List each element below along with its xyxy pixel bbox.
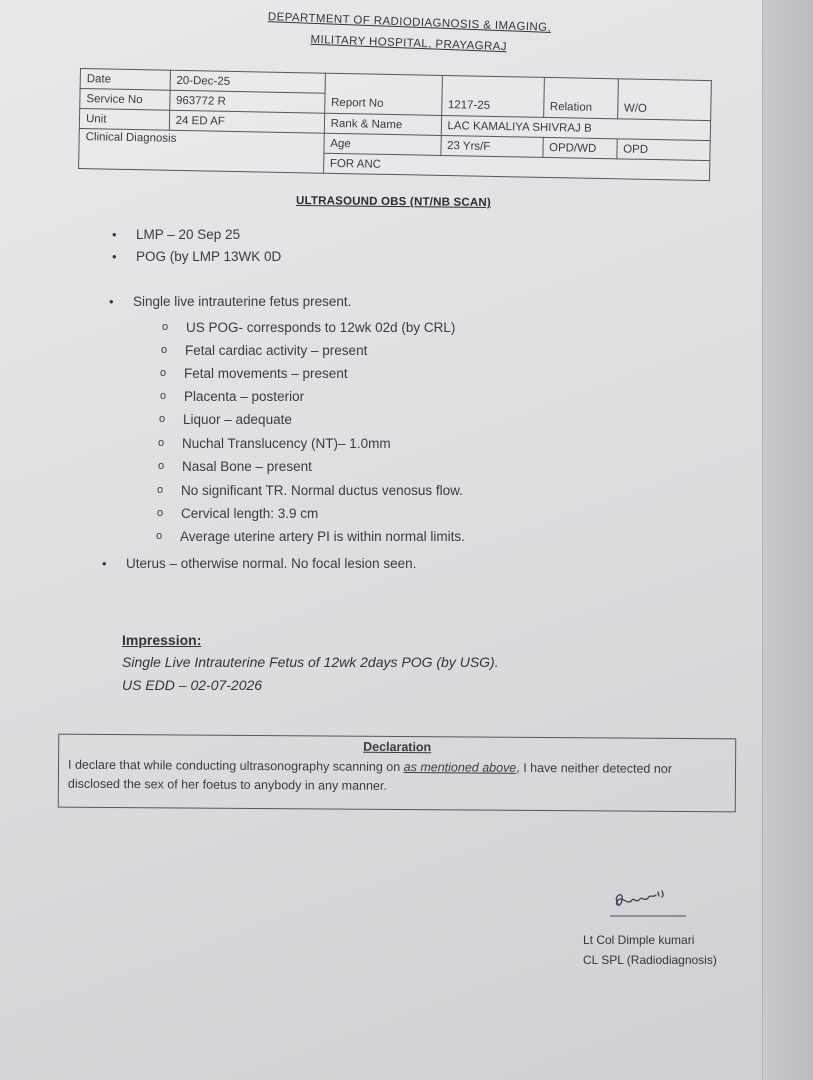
list-item: o No significant TR. Normal ductus venosus flow. <box>157 483 463 498</box>
impression-text: Single Live Intrauterine Fetus of 12wk 2days POG (by USG). <box>122 654 499 670</box>
circle-bullet-icon: o <box>157 507 164 519</box>
impression-heading: Impression: <box>122 632 202 648</box>
hospital-name: MILITARY HOSPITAL, PRAYAGRAJ <box>310 33 508 54</box>
bullet-icon: • <box>109 294 114 309</box>
blank-cell <box>618 79 712 101</box>
list-item: o Fetal cardiac activity – present <box>161 343 368 358</box>
circle-bullet-icon: o <box>157 484 164 496</box>
list-item: • Single live intrauterine fetus present. <box>109 294 352 309</box>
list-item: • Uterus – otherwise normal. No focal lesion seen. <box>102 556 417 571</box>
blank-cell <box>325 73 442 95</box>
rank-name-label: Rank & Name <box>324 113 441 135</box>
blank-cell <box>544 77 618 98</box>
signer-name: Lt Col Dimple kumari <box>583 933 695 947</box>
signer-title: CL SPL (Radiodiagnosis) <box>583 953 717 967</box>
rank-name-value: LAC KAMALIYA SHIVRAJ B <box>441 115 711 140</box>
circle-bullet-icon: o <box>156 530 163 542</box>
circle-bullet-icon: o <box>158 437 165 449</box>
list-item: o Fetal movements – present <box>160 366 348 381</box>
circle-bullet-icon: o <box>159 413 166 425</box>
service-no-value: 963772 R <box>169 90 324 113</box>
list-item: o US POG- corresponds to 12wk 02d (by CRL) <box>162 320 456 335</box>
department-name: DEPARTMENT OF RADIODIAGNOSIS & IMAGING, <box>267 11 552 34</box>
age-value: 23 Yrs/F <box>440 135 542 157</box>
bullet-icon: • <box>112 249 117 264</box>
list-item: o Placenta – posterior <box>160 389 305 404</box>
paper-fold-edge <box>762 0 813 1080</box>
clinical-diagnosis-label: Clinical Diagnosis <box>79 128 324 173</box>
declaration-text: I declare that while conducting ultrasonography scanning on as mentioned above, I have neither detected nor disclosed the sex of her foetus to anybody in any manner. <box>67 757 673 793</box>
opd-wd-label: OPD/WD <box>542 137 616 158</box>
circle-bullet-icon: o <box>161 344 168 356</box>
opd-wd-value: OPD <box>616 139 710 161</box>
blank-cell <box>442 75 544 97</box>
signer-block <box>583 930 717 970</box>
unit-value: 24 ED AF <box>169 110 324 133</box>
patient-info-table <box>78 68 712 181</box>
relation-value: W/O <box>617 99 711 121</box>
service-no-label: Service No <box>80 89 170 111</box>
list-item: o Cervical length: 3.9 cm <box>157 506 319 521</box>
relation-label: Relation <box>543 97 617 118</box>
signature-icon <box>606 886 686 920</box>
list-item: o Liquor – adequate <box>159 412 292 427</box>
impression-edd: US EDD – 02-07-2026 <box>122 677 263 693</box>
list-item: • LMP – 20 Sep 25 <box>112 227 241 242</box>
circle-bullet-icon: o <box>160 390 167 402</box>
list-item: • POG (by LMP 13WK 0D <box>112 249 282 264</box>
age-label: Age <box>324 133 441 155</box>
bullet-icon: • <box>112 227 117 242</box>
list-item: o Nuchal Translucency (NT)– 1.0mm <box>158 436 391 451</box>
date-label: Date <box>80 69 170 91</box>
list-item: o Nasal Bone – present <box>158 459 312 474</box>
date-value: 20-Dec-25 <box>170 70 325 93</box>
report-title: ULTRASOUND OBS (NT/NB SCAN) <box>295 194 491 210</box>
report-no-value: 1217-25 <box>441 95 543 117</box>
circle-bullet-icon: o <box>162 321 169 333</box>
circle-bullet-icon: o <box>160 367 167 379</box>
circle-bullet-icon: o <box>158 460 165 472</box>
unit-label: Unit <box>79 109 169 131</box>
declaration-heading: Declaration <box>363 739 432 755</box>
clinical-diagnosis-value: FOR ANC <box>323 153 710 180</box>
bullet-icon: • <box>102 556 107 571</box>
report-no-label: Report No <box>324 93 441 115</box>
list-item: o Average uterine artery PI is within normal limits. <box>156 529 465 544</box>
declaration-box <box>58 734 737 813</box>
impression-section <box>122 632 499 700</box>
